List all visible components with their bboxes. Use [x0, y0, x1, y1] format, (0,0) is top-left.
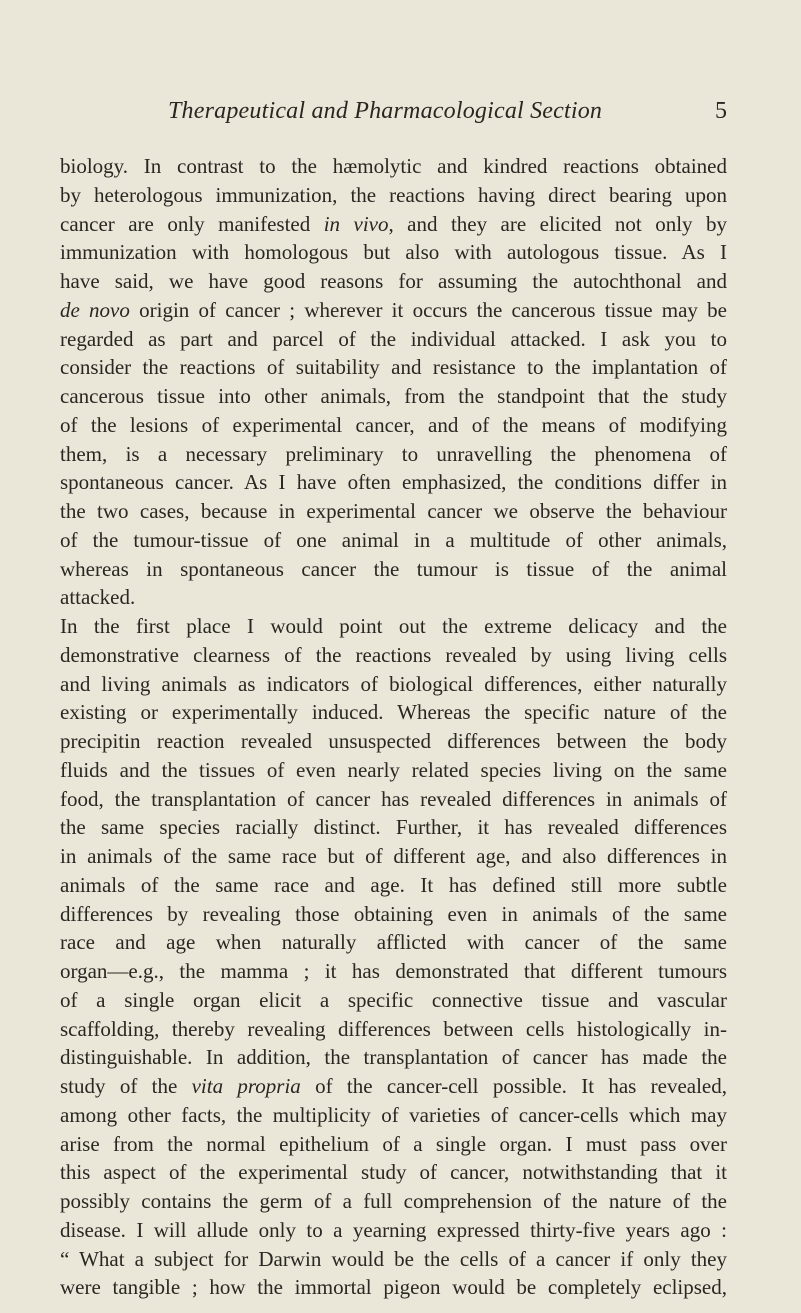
text-line [60, 842, 727, 871]
text-line [60, 1158, 727, 1187]
text-run: in animals of the same race but of different age, and also differences in [60, 844, 727, 868]
text-line [60, 727, 727, 756]
text-line [60, 296, 727, 325]
italic-text: de novo [60, 297, 130, 322]
text-run: have said, we have good reasons for assuming the autochthonal and [60, 269, 727, 293]
text-line [60, 526, 727, 555]
text-run: possibly contains the germ of a full comprehension of the nature of the [60, 1189, 727, 1213]
text-run: “ What a subject for Darwin would be the cells of a cancer if only they [60, 1246, 727, 1271]
text-line [60, 267, 727, 296]
text-run: organ—e.g., the mamma ; it has demonstrated that different tumours [60, 959, 727, 983]
text-line [60, 210, 727, 239]
running-title: Therapeutical and Pharmacological Section [168, 98, 603, 124]
italic-text: in vivo [323, 211, 389, 236]
text-run: existing or experimentally induced. Whereas the specific nature of the [60, 700, 727, 725]
text-line [60, 813, 727, 842]
text-line [60, 785, 727, 814]
text-line [60, 986, 727, 1015]
text-run: of the cancer-cell possible. It has revealed, [300, 1074, 728, 1098]
text-line [60, 353, 727, 382]
text-line [60, 1101, 727, 1130]
text-run: fluids and the tissues of even nearly related species living on the same [60, 757, 727, 782]
text-run: the same species racially distinct. Further, it has revealed differences [60, 815, 727, 840]
text-line [60, 152, 727, 181]
text-line [60, 440, 727, 469]
text-run: In the first place I would point out the extreme delicacy and the [60, 614, 727, 638]
text-line [60, 468, 727, 497]
text-line [60, 756, 727, 785]
text-run: of a single organ elicit a specific connective tissue and vascular [60, 987, 727, 1012]
text-line [60, 928, 727, 957]
text-run: by heterologous immunization, the reactions having direct bearing upon [60, 182, 727, 207]
text-line [60, 325, 727, 354]
text-line [60, 1043, 727, 1072]
text-line [60, 1216, 727, 1245]
text-line [60, 1015, 727, 1044]
text-line [60, 698, 727, 727]
text-line [60, 957, 727, 986]
text-run: and living animals as indicators of biological differences, either naturally [60, 671, 727, 696]
text-line [60, 1130, 727, 1159]
text-run: the two cases, because in experimental cancer we observe the behaviour [60, 499, 727, 523]
text-line [60, 411, 727, 440]
text-run: race and age when naturally afflicted with cancer of the same [60, 930, 727, 955]
text-run: cancerous tissue into other animals, from the standpoint that the study [60, 384, 727, 408]
page-number: 5 [715, 98, 727, 124]
text-line [60, 181, 727, 210]
text-line [60, 1245, 727, 1274]
text-line [60, 1072, 727, 1101]
text-run: consider the reactions of suitability and resistance to the implantation of [60, 355, 727, 380]
text-line [60, 1273, 727, 1302]
text-line [60, 497, 727, 526]
text-run: attacked. [60, 585, 136, 610]
text-run: were tangible ; how the immortal pigeon would be completely eclipsed, [60, 1275, 727, 1300]
text-run: biology. In contrast to the hæmolytic and kindred reactions obtained [60, 154, 727, 178]
text-line [60, 641, 727, 670]
text-line [60, 612, 727, 641]
text-run: cancer are only manifested [60, 211, 324, 236]
text-run: animals of the same race and age. It has defined still more subtle [60, 872, 727, 897]
text-run: origin of cancer ; wherever it occurs the cancerous tissue may be [129, 297, 727, 322]
text-run: arise from the normal epithelium of a single organ. I must pass over [60, 1131, 727, 1156]
text-run: of the lesions of experimental cancer, and of the means of modifying [60, 412, 727, 437]
text-line [60, 583, 727, 612]
text-run: this aspect of the experimental study of cancer, notwithstanding that it [60, 1160, 727, 1185]
text-line [60, 670, 727, 699]
text-run: precipitin reaction revealed unsuspected differences between the body [60, 729, 727, 753]
body-text [60, 152, 727, 1302]
text-run: food, the transplantation of cancer has revealed differences in animals of [60, 786, 727, 811]
running-header [60, 98, 727, 132]
text-run: regarded as part and parcel of the individual attacked. I ask you to [60, 326, 727, 351]
text-run: disease. I will allude only to a yearning expressed thirty-five years ago : [60, 1217, 727, 1242]
text-line [60, 900, 727, 929]
text-run: demonstrative clearness of the reactions revealed by using living cells [60, 642, 727, 667]
italic-text: vita propria [191, 1074, 301, 1098]
text-run: differences by revealing those obtaining even in animals of the same [60, 901, 727, 926]
text-line [60, 1187, 727, 1216]
text-line [60, 238, 727, 267]
text-run: of the tumour-tissue of one animal in a multitude of other animals, [60, 527, 727, 552]
text-line [60, 555, 727, 584]
text-run: among other facts, the multiplicity of varieties of cancer-cells which may [60, 1102, 727, 1127]
text-run: study of the [60, 1074, 192, 1098]
text-line [60, 871, 727, 900]
text-run: immunization with homologous but also with autologous tissue. As I [60, 240, 727, 265]
text-line [60, 382, 727, 411]
text-run: scaffolding, thereby revealing differences between cells histologically in- [60, 1016, 727, 1041]
text-run: , and they are elicited not only by [388, 211, 727, 236]
text-run: spontaneous cancer. As I have often emphasized, the conditions differ in [60, 470, 727, 495]
text-run: whereas in spontaneous cancer the tumour is tissue of the animal [60, 556, 727, 581]
text-run: them, is a necessary preliminary to unravelling the phenomena of [60, 441, 727, 466]
text-run: distinguishable. In addition, the transplantation of cancer has made the [60, 1045, 727, 1070]
